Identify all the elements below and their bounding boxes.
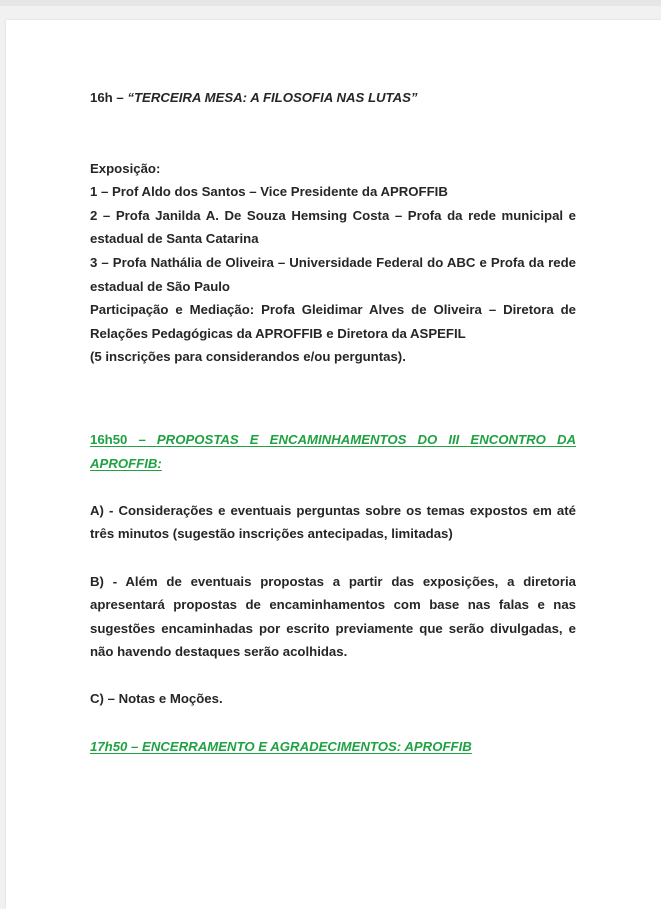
document-page xyxy=(6,20,661,909)
speaker-2-line1: 2 – Profa Janilda A. De Souza Hemsing Costa – Profa da rede municipal e xyxy=(90,207,576,223)
viewer-top-bar xyxy=(0,0,661,6)
spacer xyxy=(90,546,576,570)
item-b-line2: apresentará propostas de encaminhamentos com base nas falas e nas xyxy=(90,597,576,613)
spacer xyxy=(90,475,576,499)
session4-title: PROPOSTAS E ENCAMINHAMENTOS DO III ENCONTRO DA xyxy=(156,431,576,447)
session4-title-cont: APROFFIB: xyxy=(90,455,162,471)
speaker-2-line2: estadual de Santa Catarina xyxy=(90,231,259,247)
speaker-3-line1: 3 – Profa Nathália de Oliveira – Universidade Federal do ABC e Profa da rede xyxy=(90,254,576,270)
speaker-1: 1 – Prof Aldo dos Santos – Vice Presidente da APROFFIB xyxy=(90,184,448,200)
item-b-line3: sugestões encaminhadas por escrito previamente que serão divulgadas, e xyxy=(90,620,576,636)
session3-heading xyxy=(90,86,576,110)
spacer xyxy=(90,369,576,416)
session4-heading-line1 xyxy=(90,428,576,452)
session3-time: 16h xyxy=(90,90,113,105)
spacer xyxy=(90,416,576,428)
item-b-line1: B) - Além de eventuais propostas a partir das exposições, a diretoria xyxy=(90,573,576,589)
item-a-line1: A) - Considerações e eventuais perguntas sobre os temas expostos em até xyxy=(90,502,576,518)
item-a-line2: três minutos (sugestão inscrições antecipadas, limitadas) xyxy=(90,526,453,542)
speaker-3-line2: estadual de São Paulo xyxy=(90,278,230,294)
session4-dash: – xyxy=(127,431,157,447)
session4-time: 16h50 xyxy=(90,431,128,447)
closing-text: 17h50 – ENCERRAMENTO E AGRADECIMENTOS: APROFFIB xyxy=(90,738,472,754)
session3-title: “TERCEIRA MESA: A FILOSOFIA NAS LUTAS” xyxy=(127,90,418,105)
session3-dash: – xyxy=(112,90,128,105)
inscricoes-note: (5 inscrições para considerandos e/ou perguntas). xyxy=(90,349,406,365)
spacer xyxy=(90,110,576,157)
item-c: C) – Notas e Moções. xyxy=(90,691,223,707)
spacer xyxy=(90,664,576,688)
document-content xyxy=(90,86,576,758)
mediacao-line1: Participação e Mediação: Profa Gleidimar Alves de Oliveira – Diretora de xyxy=(90,302,576,318)
item-b-line4: não havendo destaques serão acolhidas. xyxy=(90,644,348,660)
session4-heading-line2 xyxy=(90,452,576,476)
exposicao-heading: Exposição: xyxy=(90,160,161,176)
closing-heading xyxy=(90,735,576,759)
spacer xyxy=(90,711,576,735)
mediacao-line2: Relações Pedagógicas da APROFFIB e Diretora da ASPEFIL xyxy=(90,325,466,341)
